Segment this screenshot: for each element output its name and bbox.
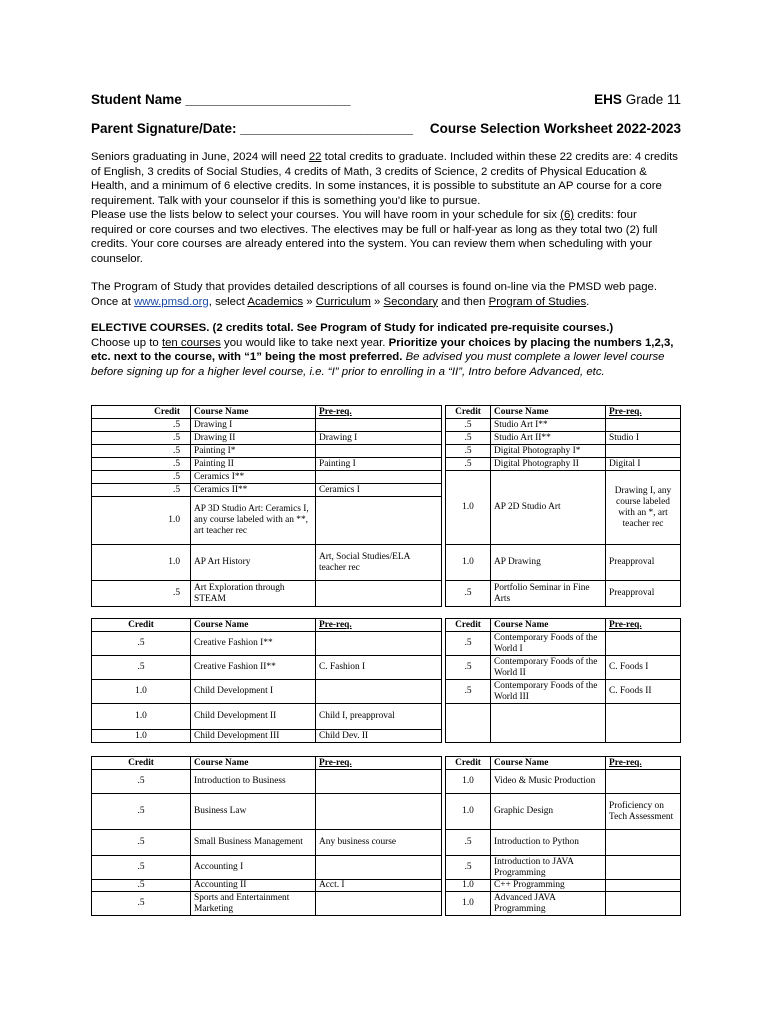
table-header-row <box>92 757 681 770</box>
course-header: Course Name <box>491 619 606 632</box>
e-advised: Be advised you must complete a lower level course before signing up for a higher level course, i.e. “I” prior to enrolling in a “II”, Intro before Advanced, etc. <box>91 351 665 378</box>
table-row <box>92 892 681 916</box>
business-tech-table <box>91 756 681 916</box>
table-row <box>92 704 681 730</box>
prereq-cell: C. Foods I <box>606 656 681 680</box>
credit-cell: 1.0 <box>446 880 491 892</box>
course-header: Course Name <box>191 406 316 419</box>
nav-secondary-link[interactable]: Secondary <box>383 295 438 308</box>
prereq-cell: Proficiency on Tech Assessment <box>606 794 681 830</box>
e-a: Choose up to <box>91 336 162 349</box>
art-courses-table <box>91 405 681 607</box>
credit-cell: .5 <box>92 830 191 856</box>
credit-cell: .5 <box>446 680 491 704</box>
course-cell[interactable]: Drawing II <box>191 432 316 445</box>
prereq-cell: Digital I <box>606 458 681 471</box>
table-row <box>92 445 681 458</box>
credit-header: Credit <box>446 619 491 632</box>
course-header: Course Name <box>491 406 606 419</box>
table-row <box>92 432 681 445</box>
course-cell[interactable]: Painting I* <box>191 445 316 458</box>
table-row <box>92 770 681 794</box>
credit-cell: .5 <box>446 632 491 656</box>
table-row <box>92 419 681 432</box>
course-cell[interactable]: Contemporary Foods of the World II <box>491 656 606 680</box>
p4-d: . <box>586 295 590 308</box>
credit-cell: 1.0 <box>92 497 191 545</box>
family-consumer-table <box>91 618 681 743</box>
intro-paragraph-3: The Program of Study that provides detailed descriptions of all courses is found on-line via the PMSD web page. <box>91 281 658 293</box>
course-cell[interactable]: Advanced JAVA Programming <box>491 892 606 916</box>
credit-cell: .5 <box>92 632 191 656</box>
prereq-cell: Studio I <box>606 432 681 445</box>
credit-header: Credit <box>92 757 191 770</box>
table-row <box>92 856 681 880</box>
table-row <box>92 680 681 704</box>
course-cell[interactable]: Ceramics II** <box>191 484 316 497</box>
course-cell[interactable]: C++ Programming <box>491 880 606 892</box>
credit-cell: .5 <box>446 830 491 856</box>
table-header-row <box>92 406 681 419</box>
course-cell[interactable]: AP Drawing <box>491 545 606 581</box>
p1-credits: 22 <box>308 151 322 163</box>
credit-header: Credit <box>92 619 191 632</box>
prereq-cell: Preapproval <box>606 545 681 581</box>
prereq-cell <box>606 445 681 458</box>
school-grade <box>594 92 681 107</box>
e-b: you would like to take next year. <box>220 336 389 349</box>
prereq-cell <box>606 880 681 892</box>
course-cell[interactable]: AP 3D Studio Art: Ceramics I, any course labeled with an **, art teacher rec <box>191 497 316 545</box>
prereq-header: Pre-req. <box>316 406 442 419</box>
prereq-cell: Preapproval <box>606 581 681 607</box>
school-name: EHS <box>594 92 622 107</box>
course-cell[interactable]: Child Development III <box>191 730 316 743</box>
credit-cell: .5 <box>92 892 191 916</box>
course-cell[interactable]: Video & Music Production <box>491 770 606 794</box>
course-cell[interactable]: Art Exploration through STEAM <box>191 581 316 607</box>
credit-cell: .5 <box>92 432 191 445</box>
credit-cell: 1.0 <box>92 680 191 704</box>
course-cell[interactable]: Digital Photography II <box>491 458 606 471</box>
table-row <box>92 656 681 680</box>
course-cell[interactable]: Studio Art I** <box>491 419 606 432</box>
course-cell[interactable]: Introduction to Python <box>491 830 606 856</box>
table-row <box>92 581 681 607</box>
course-cell[interactable]: Business Law <box>191 794 316 830</box>
table-header-row <box>92 619 681 632</box>
worksheet-title: Course Selection Worksheet 2022-2023 <box>429 121 681 136</box>
course-cell[interactable]: AP Art History <box>191 545 316 581</box>
empty-cell <box>491 704 606 743</box>
prereq-cell <box>316 471 442 484</box>
credit-cell: .5 <box>92 656 191 680</box>
prereq-cell: Painting I <box>316 458 442 471</box>
header-line-1 <box>91 92 681 107</box>
intro-paragraph-1 <box>91 150 681 208</box>
credit-header: Credit <box>446 406 491 419</box>
prereq-cell: Drawing I, any course labeled with an *, art teacher rec <box>606 471 681 545</box>
e-prioritize: Prioritize your choices by placing the numbers 1,2,3, etc. next to the course, with “1” being the most preferred. <box>91 336 674 363</box>
prereq-header: Pre-req. <box>606 406 681 419</box>
empty-cell <box>446 704 491 743</box>
course-cell[interactable]: Accounting II <box>191 880 316 892</box>
course-cell[interactable]: Graphic Design <box>491 794 606 830</box>
prereq-cell <box>606 830 681 856</box>
course-cell[interactable]: Digital Photography I* <box>491 445 606 458</box>
credit-cell: .5 <box>92 794 191 830</box>
nav-academics-link[interactable]: Academics <box>247 295 304 308</box>
course-cell[interactable]: Studio Art II** <box>491 432 606 445</box>
intro-text <box>91 150 681 379</box>
credit-cell: .5 <box>92 856 191 880</box>
credit-cell: .5 <box>92 581 191 607</box>
table-row <box>92 458 681 471</box>
course-cell[interactable]: Creative Fashion I** <box>191 632 316 656</box>
prereq-cell <box>316 419 442 432</box>
credit-cell: 1.0 <box>446 545 491 581</box>
course-cell[interactable]: Small Business Management <box>191 830 316 856</box>
table-row <box>92 794 681 830</box>
course-cell[interactable]: Painting II <box>191 458 316 471</box>
p2-a: Please use the lists below to select your courses. You will have room in your schedule for six <box>91 209 561 221</box>
prereq-cell: Art, Social Studies/ELA teacher rec <box>316 545 442 581</box>
empty-cell <box>606 704 681 743</box>
table-row <box>92 830 681 856</box>
intro-paragraph-2 <box>91 208 681 266</box>
credit-cell: .5 <box>92 880 191 892</box>
course-cell[interactable]: Introduction to JAVA Programming <box>491 856 606 880</box>
course-header: Course Name <box>491 757 606 770</box>
prereq-cell <box>316 794 442 830</box>
prereq-cell: Ceramics I <box>316 484 442 497</box>
credit-cell: 1.0 <box>446 471 491 545</box>
course-cell[interactable]: Contemporary Foods of the World III <box>491 680 606 704</box>
prereq-header: Pre-req. <box>316 619 442 632</box>
prereq-cell <box>606 419 681 432</box>
credit-cell: .5 <box>446 458 491 471</box>
course-header: Course Name <box>191 619 316 632</box>
prereq-cell <box>606 892 681 916</box>
course-cell[interactable]: Portfolio Seminar in Fine Arts <box>491 581 606 607</box>
credit-cell: 1.0 <box>92 545 191 581</box>
credit-cell: .5 <box>92 770 191 794</box>
prereq-cell <box>316 445 442 458</box>
course-cell[interactable]: Child Development II <box>191 704 316 730</box>
prereq-header: Pre-req. <box>316 757 442 770</box>
intro-paragraph-4 <box>91 295 681 310</box>
table-row <box>92 471 681 484</box>
electives-heading: ELECTIVE COURSES. (2 credits total. See Program of Study for indicated pre-requisite courses.) <box>91 322 614 334</box>
p2-credits: (6) <box>560 209 575 221</box>
course-cell[interactable]: Child Development I <box>191 680 316 704</box>
course-cell[interactable]: Sports and Entertainment Marketing <box>191 892 316 916</box>
pmsd-link[interactable]: www.pmsd.org <box>134 295 209 308</box>
credit-header: Credit <box>446 757 491 770</box>
credit-cell: .5 <box>446 432 491 445</box>
prereq-cell: Child I, preapproval <box>316 704 442 730</box>
table-row <box>92 880 681 892</box>
credit-cell: .5 <box>446 581 491 607</box>
credit-cell: .5 <box>92 484 191 497</box>
credit-cell: 1.0 <box>92 730 191 743</box>
prereq-cell: Any business course <box>316 830 442 856</box>
credit-cell: .5 <box>92 458 191 471</box>
prereq-cell <box>316 856 442 880</box>
credit-header: Credit <box>92 406 191 419</box>
credit-cell: .5 <box>92 471 191 484</box>
prereq-header: Pre-req. <box>606 619 681 632</box>
prereq-cell <box>316 497 442 545</box>
parent-signature-field[interactable]: Parent Signature/Date: _______________________ <box>91 121 413 136</box>
p4-c: and then <box>437 295 489 308</box>
prereq-cell: C. Foods II <box>606 680 681 704</box>
prereq-cell <box>606 632 681 656</box>
course-header: Course Name <box>191 757 316 770</box>
credit-cell: 1.0 <box>446 770 491 794</box>
prereq-cell <box>316 632 442 656</box>
course-cell[interactable]: Accounting I <box>191 856 316 880</box>
prereq-header: Pre-req. <box>606 757 681 770</box>
p1-b: total credits to graduate. Included within these 22 credits are: 4 credits of English, 3 credits of Social Studies, 4 credits of Math, 3 credits of Science, 2 credits of Physical Education & Health, and a minimum of 6 elective credits. In some instances, it is possible to substitute an AP course for a core requirement. Talk with your counselor if this is something you'd like to pursue. <box>91 151 678 207</box>
sep-1: » <box>303 295 316 308</box>
e-ten-courses: ten courses <box>161 336 221 349</box>
prereq-cell <box>606 770 681 794</box>
table-row <box>92 545 681 581</box>
electives-instructions <box>91 336 681 380</box>
header-line-2 <box>91 121 681 136</box>
prereq-cell <box>606 856 681 880</box>
credit-cell: 1.0 <box>446 892 491 916</box>
p4-a: Once at <box>91 295 135 308</box>
table-row <box>92 632 681 656</box>
course-cell[interactable]: AP 2D Studio Art <box>491 471 606 545</box>
credit-cell: .5 <box>92 419 191 432</box>
prereq-cell <box>316 770 442 794</box>
p2-b: credits: four required or core courses and two electives. The electives may be full or half-year as long as they total two (2) full credits. Your core courses are already entered into the system. You can review them when scheduling with your counselor. <box>91 209 658 265</box>
credit-cell: 1.0 <box>92 704 191 730</box>
student-name-field[interactable]: Student Name ______________________ <box>91 92 351 107</box>
course-cell[interactable]: Introduction to Business <box>191 770 316 794</box>
course-cell[interactable]: Creative Fashion II** <box>191 656 316 680</box>
credit-cell: .5 <box>446 656 491 680</box>
p1-a: Seniors graduating in June, 2024 will need <box>91 151 309 163</box>
prereq-cell <box>316 680 442 704</box>
credit-cell: .5 <box>446 419 491 432</box>
prereq-cell <box>316 581 442 607</box>
prereq-cell <box>316 892 442 916</box>
prereq-cell: Drawing I <box>316 432 442 445</box>
course-cell[interactable]: Drawing I <box>191 419 316 432</box>
course-cell[interactable]: Ceramics I** <box>191 471 316 484</box>
prereq-cell: Child Dev. II <box>316 730 442 743</box>
credit-cell: .5 <box>446 856 491 880</box>
nav-curriculum-link[interactable]: Curriculum <box>315 295 371 308</box>
prereq-cell: C. Fashion I <box>316 656 442 680</box>
p4-b: , select <box>208 295 248 308</box>
credit-cell: .5 <box>92 445 191 458</box>
nav-program-of-studies-link[interactable]: Program of Studies <box>488 295 587 308</box>
credit-cell: .5 <box>446 445 491 458</box>
credit-cell: 1.0 <box>446 794 491 830</box>
grade-label: Grade 11 <box>625 92 681 107</box>
sep-2: » <box>370 295 384 308</box>
course-cell[interactable]: Contemporary Foods of the World I <box>491 632 606 656</box>
prereq-cell: Acct. I <box>316 880 442 892</box>
